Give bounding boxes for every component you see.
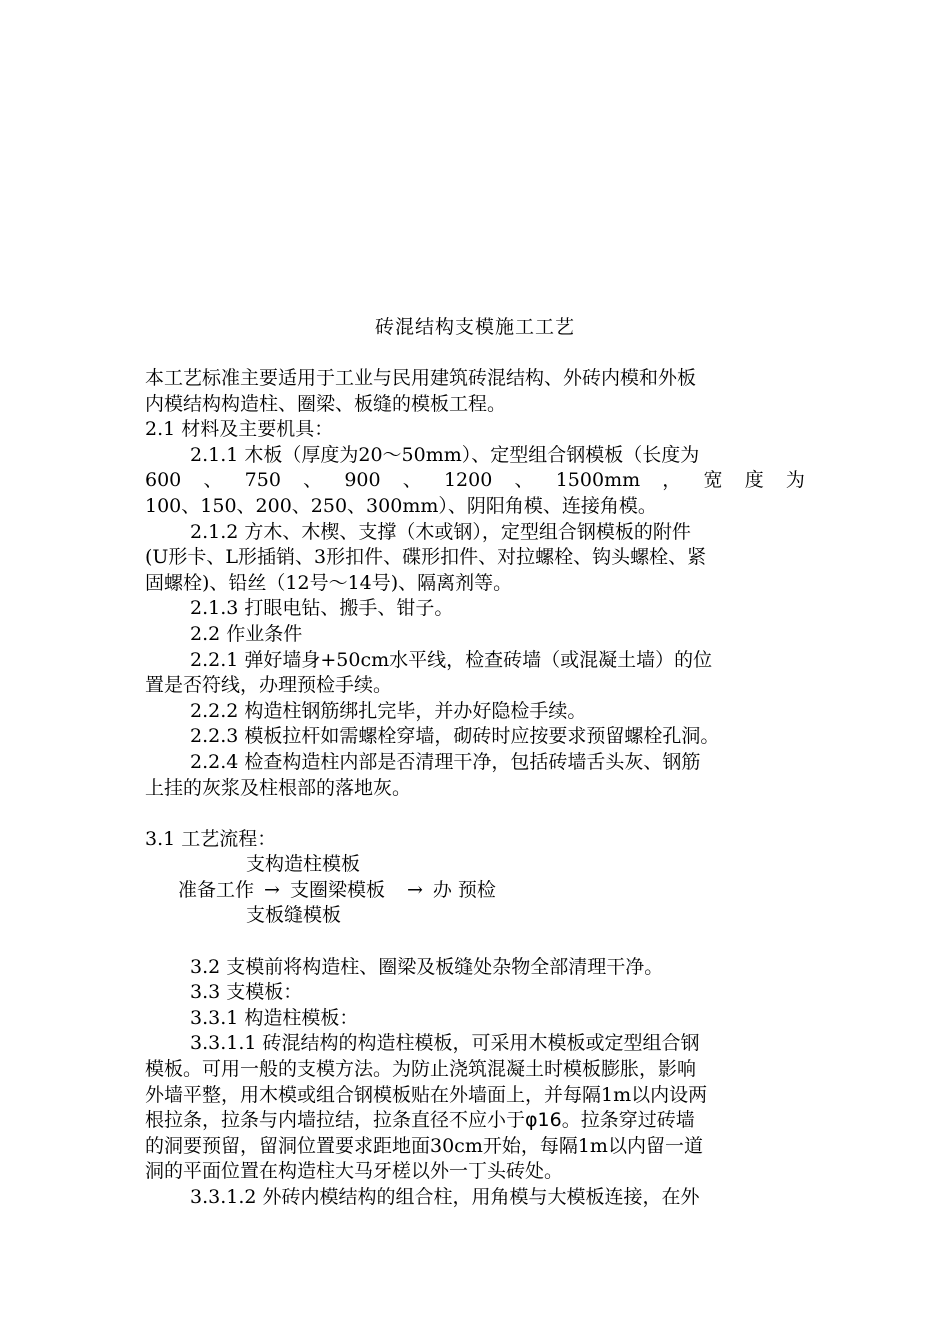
line-text: 根拉条，拉条与内墙拉结，拉条直径不应小于 [145,1109,526,1132]
justified-cell: 750 [244,469,281,492]
item-3-3-1-1-line-1: 3.3.1.1 砖混结构的构造柱模板，可采用木模板或定型组合钢 [190,1032,700,1055]
item-2-2-1-line-1: 2.2.1 弹好墙身+50cm水平线，检查砖墙（或混凝土墙）的位 [190,648,713,671]
intro-line-2: 内模结构构造柱、圈梁、板缝的模板工程。 [145,392,507,415]
blank-line [145,801,805,827]
flow-middle: 支圈梁模板 [289,878,385,901]
item-2-2-1-line-2: 置是否符线，办理预检手续。 [145,674,393,697]
justified-cell: 900 [344,469,381,492]
item-2-2-2: 2.2.2 构造柱钢筋绑扎完毕，并办好隐检手续。 [190,699,587,722]
item-2-2-4-line-1: 2.2.4 检查构造柱内部是否清理干净，包括砖墙舌头灰、钢筋 [190,750,701,773]
item-3-3: 3.3 支模板： [190,981,303,1004]
item-2-1-2-line-3: 固螺栓)、铅丝（12号～14号)、隔离剂等。 [145,571,513,594]
flow-arrow-icon: → [406,878,423,901]
item-3-3-1-1-line-2: 模板。可用一般的支模方法。为防止浇筑混凝土时模板膨胀，影响 [145,1058,697,1081]
flow-arrow-icon: → [264,878,280,901]
document-body [145,366,805,1211]
justified-cell: 600 [145,469,182,492]
flow-start: 准备工作 [178,878,255,901]
section-3-1-heading: 3.1 工艺流程： [145,827,277,850]
justified-cell: 、 [514,469,534,492]
section-2-2-heading: 2.2 作业条件 [190,622,303,645]
flow-bottom-branch: 支板缝模板 [246,904,342,927]
item-2-2-3: 2.2.3 模板拉杆如需螺栓穿墙，砌砖时应按要求预留螺栓孔洞。 [190,725,720,748]
justified-cell: 度 [744,469,764,492]
justified-cell: 、 [203,469,223,492]
justified-cell: 1200 [443,469,493,492]
item-2-1-1-line-1: 2.1.1 木板（厚度为20～50mm）、定型组合钢模板（长度为 [190,443,700,466]
justified-cell: 宽 [703,469,723,492]
flow-end: 办 预检 [432,878,496,901]
justified-cell: 、 [402,469,422,492]
item-2-1-2-line-2: (U形卡、L形插销、3形扣件、碟形扣件、对拉螺栓、钩头螺栓、紧 [145,546,707,569]
flow-top-branch: 支构造柱模板 [246,853,361,876]
diameter-value: φ16 [525,1109,562,1132]
justified-cell: 、 [303,469,323,492]
document-title: 砖混结构支模施工工艺 [374,316,575,338]
item-2-1-2-line-1: 2.1.2 方木、木楔、支撑（木或钢），定型组合钢模板的附件 [190,520,691,543]
item-3-3-1-2-line-1: 3.3.1.2 外砖内模结构的组合柱，用角模与大模板连接，在外 [190,1186,700,1208]
item-2-1-1-line-2 [145,468,805,494]
justified-cell: ， [662,469,682,492]
item-3-3-1-1-line-3: 外墙平整，用木模或组合钢模板贴在外墙面上，并每隔1m以内设两 [145,1083,708,1106]
blank-line [145,929,805,955]
intro-line-1: 本工艺标准主要适用于工业与民用建筑砖混结构、外砖内模和外板 [145,367,697,389]
section-2-1-heading: 2.1 材料及主要机具： [145,418,334,441]
item-3-2: 3.2 支模前将构造柱、圈梁及板缝处杂物全部清理干净。 [190,955,664,978]
item-2-2-4-line-2: 上挂的灰浆及柱根部的落地灰。 [145,776,412,799]
item-3-3-1-1-line-6: 洞的平面位置在构造柱大马牙槎以外一丁头砖处。 [145,1160,564,1183]
item-3-3-1-1-line-5: 的洞要预留，留洞位置要求距地面30cm开始，每隔1m以内留一道 [145,1134,703,1157]
justified-cell: 为 [785,469,805,492]
justified-cell: 1500mm [555,469,641,492]
item-2-1-3: 2.1.3 打眼电钻、搬手、钳子。 [190,597,454,620]
item-2-1-1-line-3: 100、150、200、250、300mm）、阴阳角模、连接角模。 [145,494,657,517]
flow-main-row [145,878,805,904]
item-3-3-1: 3.3.1 构造柱模板： [190,1006,359,1029]
item-3-3-1-1-line-4 [145,1108,805,1134]
line-text: 。拉条穿过砖墙 [561,1109,695,1132]
